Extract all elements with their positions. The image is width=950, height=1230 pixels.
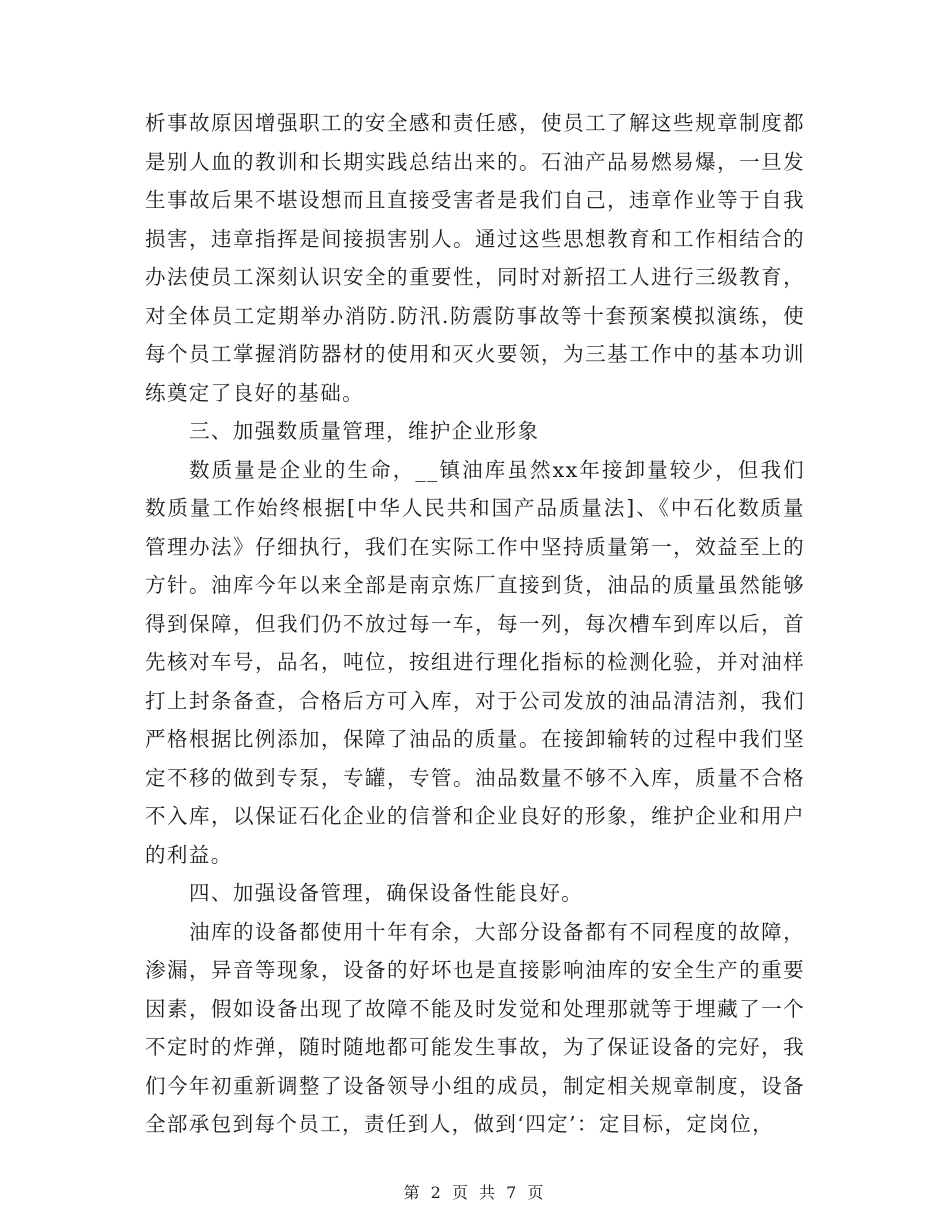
paragraph-equipment: 油库的设备都使用十年有余，大部分设备都有不同程度的故障，渗漏，异音等现象，设备的好坏也是直接影响油库的安全生产的重要因素，假如设备出现了故障不能及时发觉和处理那就等于埋藏了一个不定时的炸弹，随时随地都可能发生事故，为了保证设备的完好，我们今年初重新调整了设备领导小组的成员，制定相关规章制度，设备全部承包到每个员工，责任到人，做到‘四定’：定目标，定岗位， — [145, 919, 805, 1136]
section-heading-4: 四、加强设备管理，确保设备性能良好。 — [189, 881, 584, 905]
page-number-footer: 第 2 页 共 7 页 — [403, 1183, 547, 1202]
paragraph-quality: 数质量是企业的生命，__镇油库虽然xx年接卸量较少，但我们数质量工作始终根据[中华人民共和国产品质量法]、《中石化数质量管理办法》仔细执行，我们在实际工作中坚持质量第一，效益至上的方针。油库今年以来全部是南京炼厂直接到货，油品的质量虽然能够得到保障，但我们仍不放过每一车，每一列，每次槽车到库以后，首先核对车号，品名，吨位，按组进行理化指标的检测化验，并对油样打上封条备查，合格后方可入库，对于公司发放的油品清洁剂，我们严格根据比例添加，保障了油品的质量。在接卸输转的过程中我们坚定不移的做到专泵，专罐，专管。油品数量不够不入库，质量不合格不入库，以保证石化企业的信誉和企业良好的形象，维护企业和用户的利益。 — [145, 457, 805, 867]
paragraph-continued: 析事故原因增强职工的安全感和责任感，使员工了解这些规章制度都是别人血的教训和长期实践总结出来的。石油产品易燃易爆，一旦发生事故后果不堪设想而且直接受害者是我们自己，违章作业等于自我损害，违章指挥是间接损害别人。通过这些思想教育和工作相结合的办法使员工深刻认识安全的重要性，同时对新招工人进行三级教育，对全体员工定期举办消防.防汛.防震防事故等十套预案模拟演练，使每个员工掌握消防器材的使用和灭火要领，为三基工作中的基本功训练奠定了良好的基础。 — [145, 111, 805, 405]
section-heading-3: 三、加强数质量管理，维护企业形象 — [189, 419, 540, 443]
document-body — [145, 104, 805, 1144]
